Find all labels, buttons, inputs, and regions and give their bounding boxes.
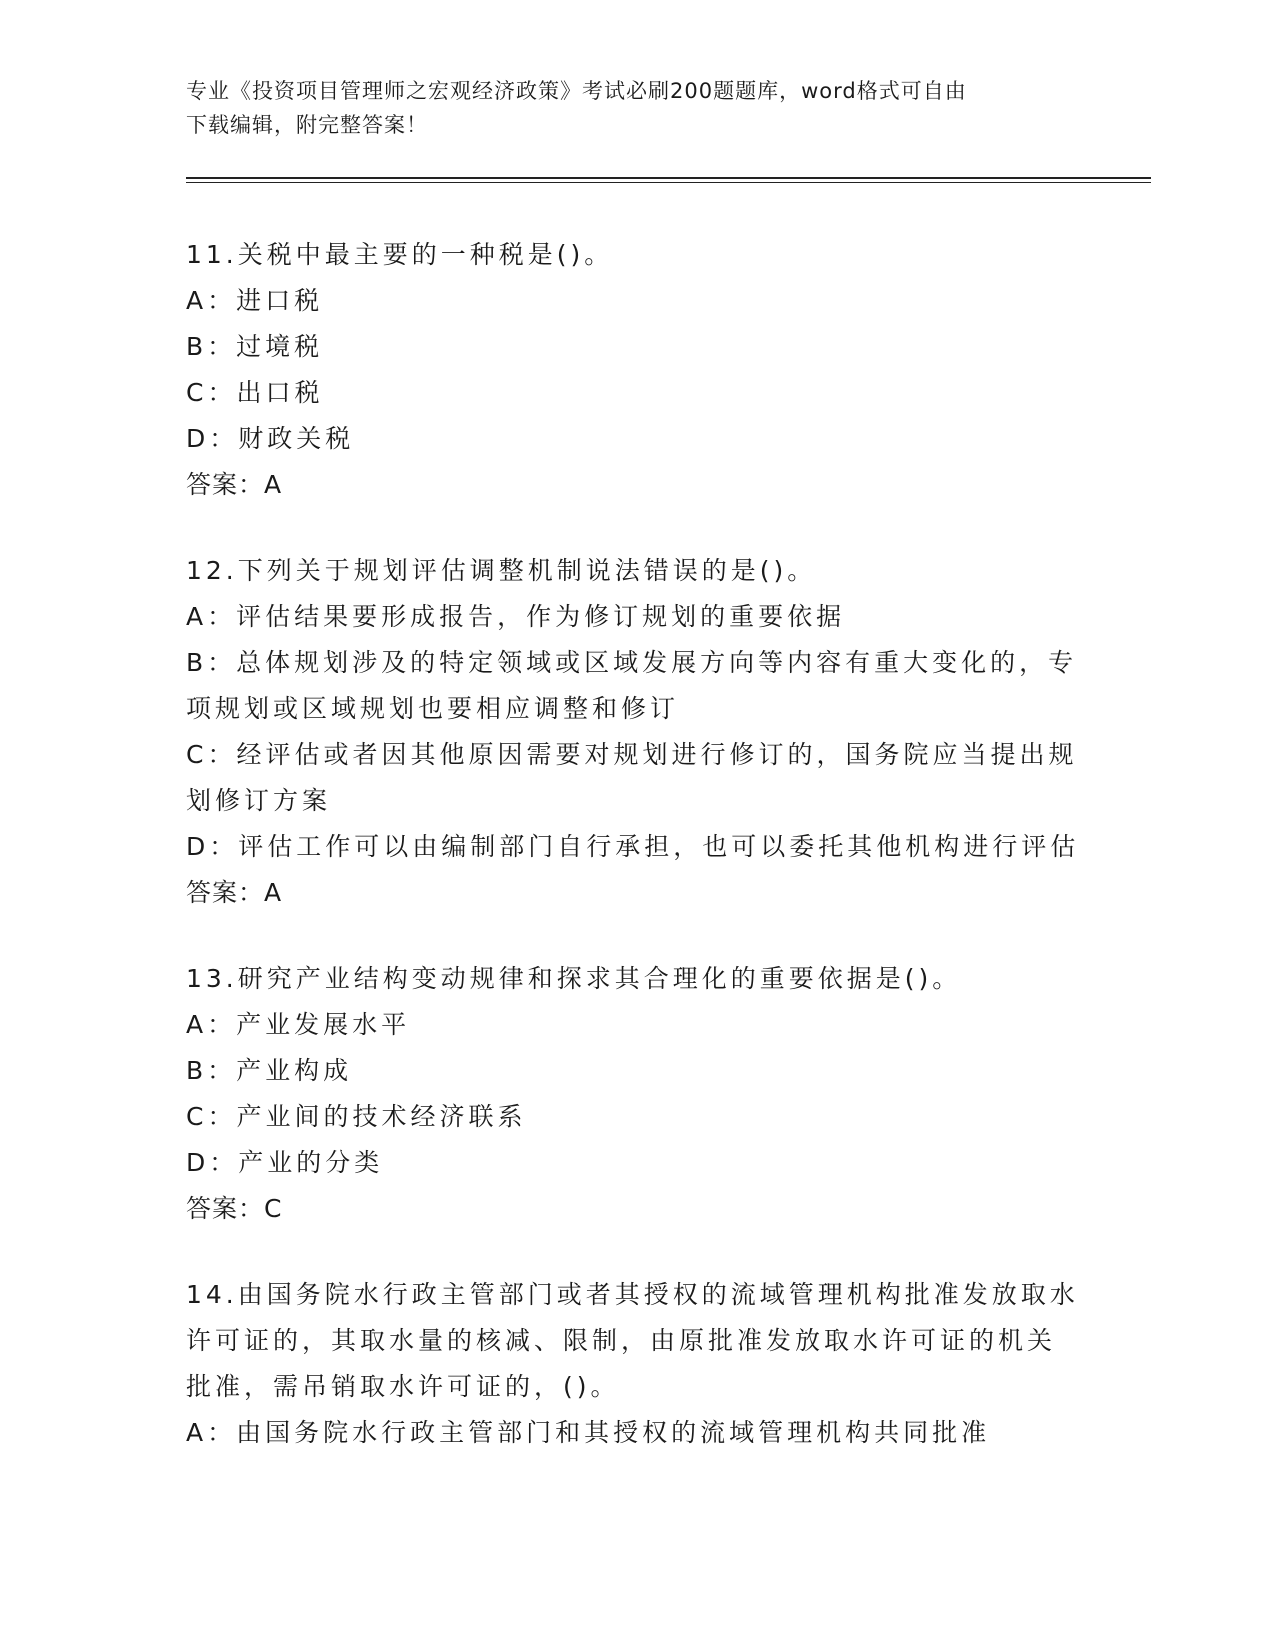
answer-label: 答案：A <box>186 470 283 499</box>
question-list <box>186 232 1086 1496</box>
option-a: A：由国务院水行政主管部门和其授权的流域管理机构共同批准 <box>186 1418 991 1447</box>
header-divider-thin <box>186 182 1151 183</box>
option-c-continued: 划修订方案 <box>186 786 332 815</box>
question-stem: 11.关税中最主要的一种税是()。 <box>186 240 614 269</box>
option-a: A：评估结果要形成报告，作为修订规划的重要依据 <box>186 602 846 631</box>
option-d: D：产业的分类 <box>186 1148 384 1177</box>
option-c: C：经评估或者因其他原因需要对规划进行修订的，国务院应当提出规 <box>186 740 1078 769</box>
option-d: D：评估工作可以由编制部门自行承担，也可以委托其他机构进行评估 <box>186 832 1080 861</box>
question-stem: 14.由国务院水行政主管部门或者其授权的流域管理机构批准发放取水 <box>186 1280 1079 1309</box>
question-stem-continued: 许可证的，其取水量的核减、限制，由原批准发放取水许可证的机关 <box>186 1326 1057 1355</box>
question-14 <box>186 1272 1086 1456</box>
option-a: A：进口税 <box>186 286 324 315</box>
answer-label: 答案：A <box>186 878 283 907</box>
header-divider <box>186 177 1151 179</box>
question-stem: 12.下列关于规划评估调整机制说法错误的是()。 <box>186 556 817 585</box>
option-d: D：财政关税 <box>186 424 355 453</box>
option-b: B：过境税 <box>186 332 324 361</box>
header-line-2: 下载编辑，附完整答案！ <box>186 113 428 137</box>
option-b-continued: 项规划或区域规划也要相应调整和修订 <box>186 694 680 723</box>
question-12 <box>186 548 1086 916</box>
option-a: A：产业发展水平 <box>186 1010 411 1039</box>
document-header <box>186 74 1086 142</box>
question-13 <box>186 956 1086 1232</box>
question-stem-continued: 批准，需吊销取水许可证的，()。 <box>186 1372 620 1401</box>
answer-label: 答案：C <box>186 1194 283 1223</box>
option-b: B：总体规划涉及的特定领域或区域发展方向等内容有重大变化的，专 <box>186 648 1078 677</box>
question-stem: 13.研究产业结构变动规律和探求其合理化的重要依据是()。 <box>186 964 962 993</box>
option-c: C：产业间的技术经济联系 <box>186 1102 527 1131</box>
header-line-1: 专业《投资项目管理师之宏观经济政策》考试必刷200题题库，word格式可自由 <box>186 79 967 103</box>
option-c: C：出口税 <box>186 378 324 407</box>
option-b: B：产业构成 <box>186 1056 353 1085</box>
question-11 <box>186 232 1086 508</box>
